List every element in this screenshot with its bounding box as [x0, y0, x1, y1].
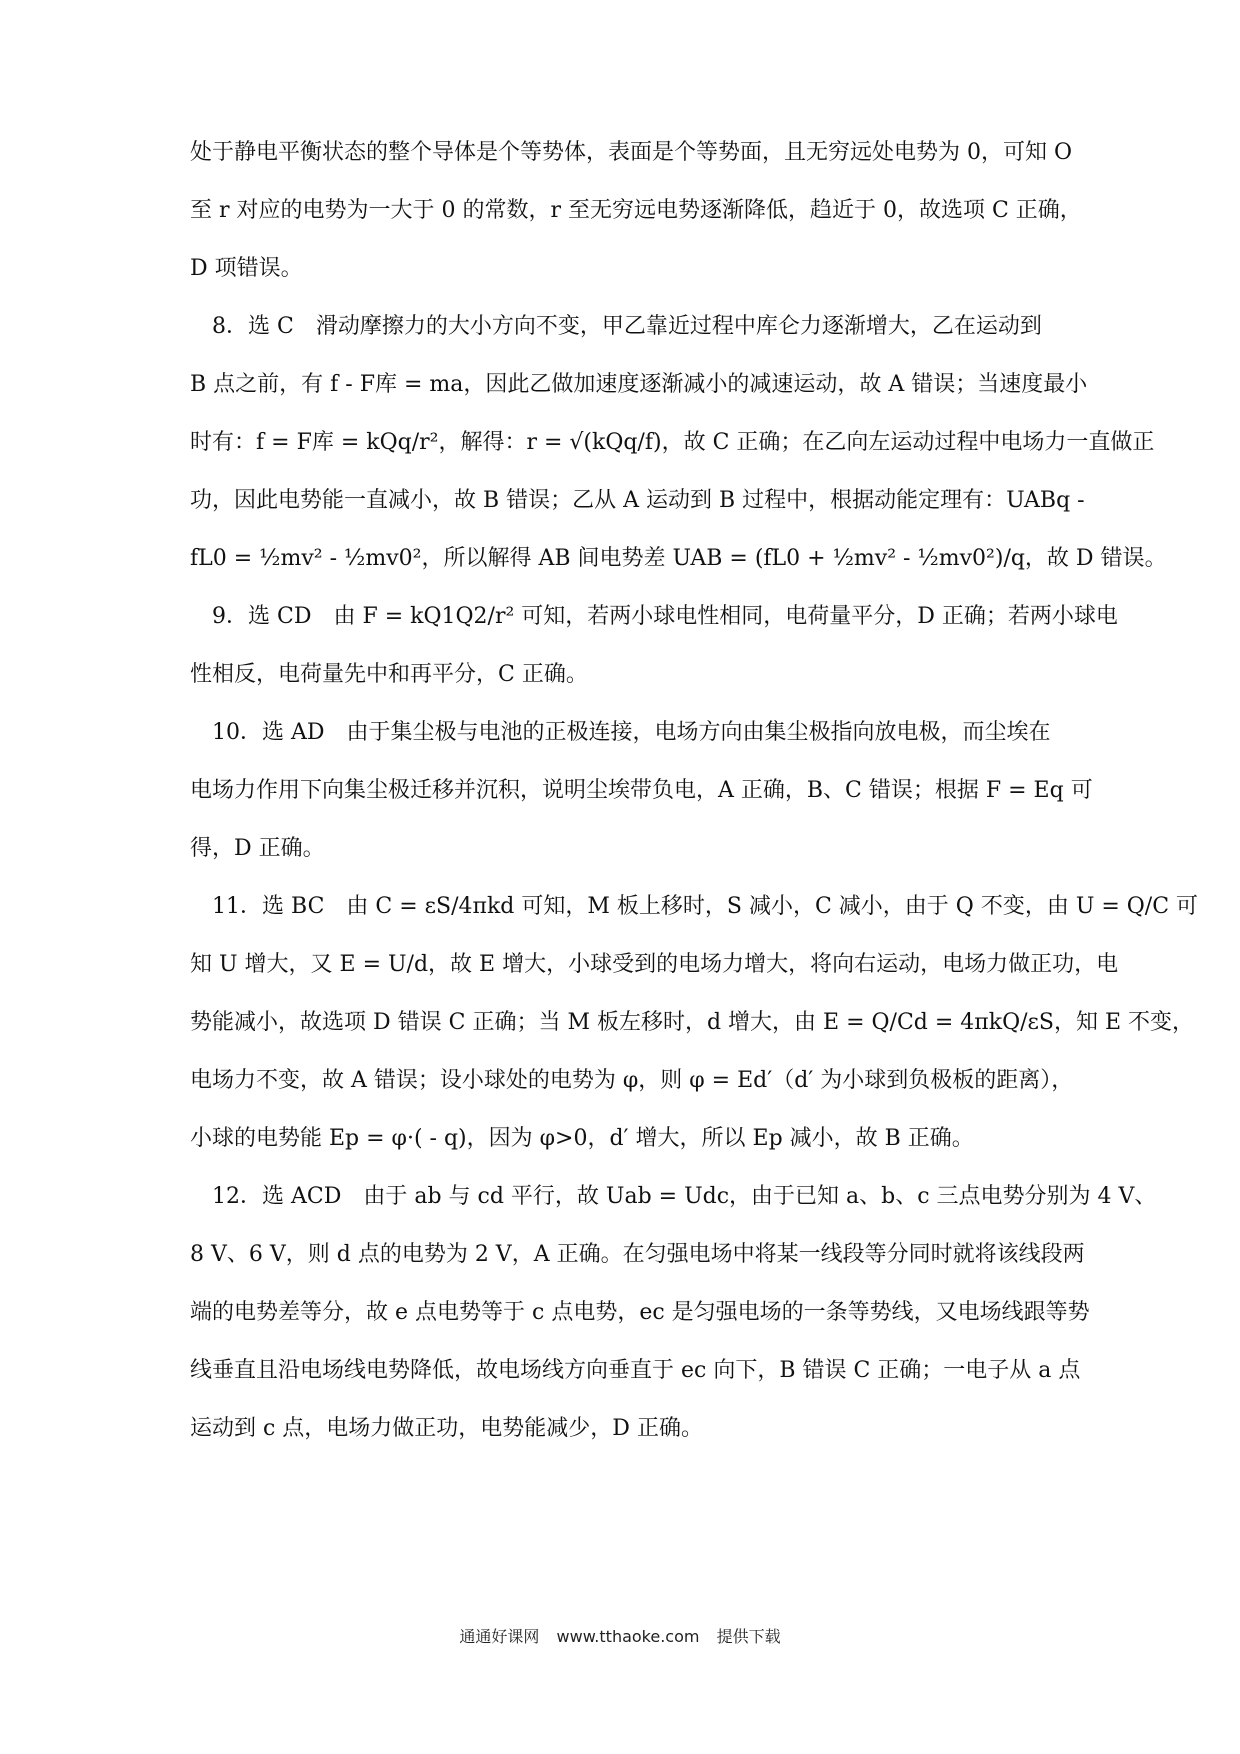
text-line: 8．选 C 滑动摩擦力的大小方向不变，甲乙靠近过程中库仑力逐渐增大，乙在运动到	[190, 314, 1042, 339]
answer-body	[190, 124, 1199, 1458]
text-line: 性相反，电荷量先中和再平分，C 正确。	[190, 662, 588, 687]
page-footer	[0, 1624, 1240, 1647]
text-line: fL0 = ½mv² - ½mv0²，所以解得 AB 间电势差 UAB = (fL0 + ½mv² - ½mv0²)/q，故 D 错误。	[190, 546, 1167, 571]
text-line: 知 U 增大，又 E = U/d，故 E 增大，小球受到的电场力增大，将向右运动，电场力做正功，电	[190, 952, 1119, 977]
footer-suffix: 提供下载	[716, 1627, 781, 1646]
text-line: 运动到 c 点，电场力做正功，电势能减少，D 正确。	[190, 1416, 703, 1441]
text-line: 得，D 正确。	[190, 836, 325, 861]
text-line: 时有：f = F库 = kQq/r²，解得：r = √(kQq/f)，故 C 正确；在乙向左运动过程中电场力一直做正	[190, 430, 1155, 455]
footer-url[interactable]: www.tthaoke.com	[556, 1627, 700, 1646]
text-line: 电场力作用下向集尘极迁移并沉积，说明尘埃带负电，A 正确，B、C 错误；根据 F = Eq 可	[190, 778, 1093, 803]
text-line: 端的电势差等分，故 e 点电势等于 c 点电势，ec 是匀强电场的一条等势线，又电场线跟等势	[190, 1300, 1090, 1325]
text-line: 处于静电平衡状态的整个导体是个等势体，表面是个等势面，且无穷远处电势为 0，可知 O	[190, 140, 1073, 165]
text-line: 10．选 AD 由于集尘极与电池的正极连接，电场方向由集尘极指向放电极，而尘埃在	[190, 720, 1051, 745]
text-line: 势能减小，故选项 D 错误 C 正确；当 M 板左移时，d 增大，由 E = Q/Cd = 4πkQ/εS，知 E 不变，	[190, 1010, 1195, 1035]
text-line: 12．选 ACD 由于 ab 与 cd 平行，故 Uab = Udc，由于已知 a、b、c 三点电势分别为 4 V、	[190, 1184, 1157, 1209]
text-line: 功，因此电势能一直减小，故 B 错误；乙从 A 运动到 B 过程中，根据动能定理有：UABq -	[190, 488, 1085, 513]
text-line: D 项错误。	[190, 256, 303, 281]
footer-site-name: 通通好课网	[459, 1627, 540, 1646]
text-line: 线垂直且沿电场线电势降低，故电场线方向垂直于 ec 向下，B 错误 C 正确；一电子从 a 点	[190, 1358, 1081, 1383]
text-line: B 点之前，有 f - F库 = ma，因此乙做加速度逐渐减小的减速运动，故 A 错误；当速度最小	[190, 372, 1088, 397]
text-line: 至 r 对应的电势为一大于 0 的常数，r 至无穷远电势逐渐降低，趋近于 0，故选项 C 正确，	[190, 198, 1082, 223]
text-line: 8 V、6 V，则 d 点的电势为 2 V，A 正确。在匀强电场中将某一线段等分同时就将该线段两	[190, 1242, 1085, 1267]
text-line: 9．选 CD 由 F = kQ1Q2/r² 可知，若两小球电性相同，电荷量平分，D 正确；若两小球电	[190, 604, 1118, 629]
text-line: 11．选 BC 由 C = εS/4πkd 可知，M 板上移时，S 减小，C 减小，由于 Q 不变，由 U = Q/C 可	[190, 894, 1199, 919]
text-line: 电场力不变，故 A 错误；设小球处的电势为 φ，则 φ = Ed′（d′ 为小球到负极板的距离），	[190, 1068, 1074, 1093]
text-line: 小球的电势能 Ep = φ·( - q)，因为 φ>0，d′ 增大，所以 Ep 减小，故 B 正确。	[190, 1126, 974, 1151]
